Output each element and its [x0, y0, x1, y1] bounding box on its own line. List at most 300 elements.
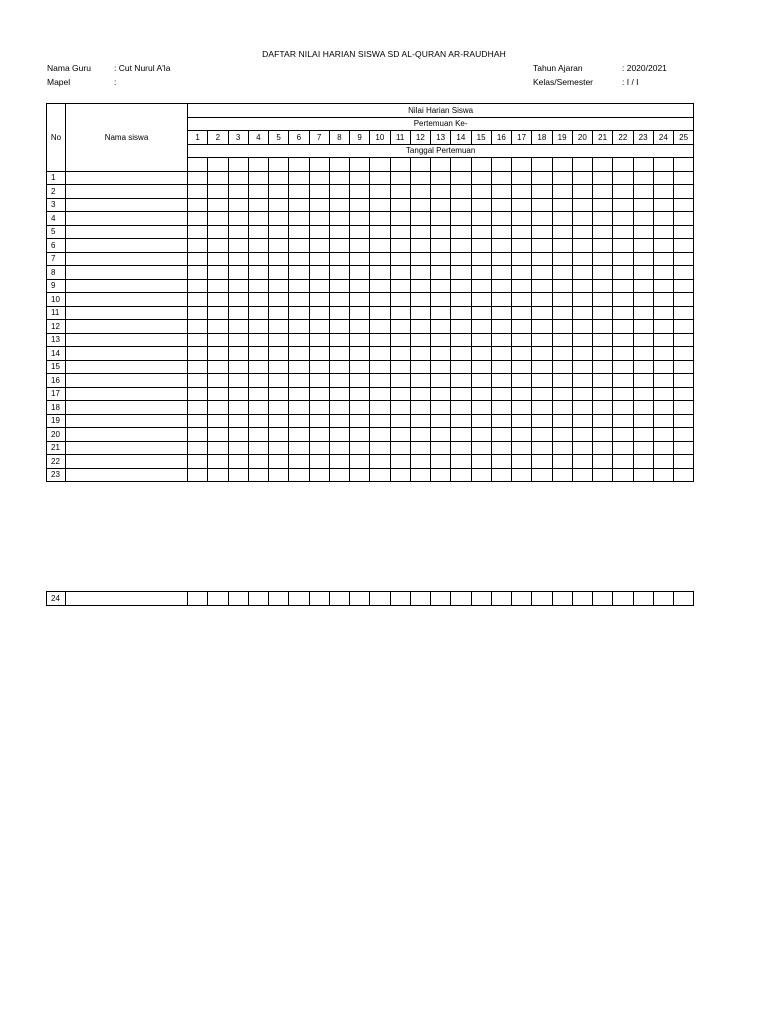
grade-cell[interactable] — [593, 414, 613, 428]
grade-cell[interactable] — [188, 360, 208, 374]
grade-cell[interactable] — [370, 468, 390, 482]
student-name-cell[interactable] — [66, 185, 188, 199]
grade-cell[interactable] — [410, 266, 430, 280]
grade-cell[interactable] — [572, 293, 592, 307]
grade-cell[interactable] — [451, 185, 471, 199]
grade-cell[interactable] — [188, 225, 208, 239]
grade-cell[interactable] — [431, 198, 451, 212]
grade-cell[interactable] — [208, 239, 228, 253]
grade-cell[interactable] — [532, 239, 552, 253]
grade-cell[interactable] — [269, 225, 289, 239]
grade-cell[interactable] — [269, 374, 289, 388]
grade-cell[interactable] — [512, 306, 532, 320]
grade-cell[interactable] — [653, 252, 673, 266]
grade-cell[interactable] — [552, 333, 572, 347]
grade-cell[interactable] — [390, 401, 410, 415]
grade-cell[interactable] — [289, 414, 309, 428]
grade-cell[interactable] — [674, 266, 694, 280]
grade-cell[interactable] — [512, 333, 532, 347]
grade-cell[interactable] — [572, 239, 592, 253]
grade-cell[interactable] — [350, 441, 370, 455]
grade-cell[interactable] — [512, 185, 532, 199]
grade-cell[interactable] — [370, 333, 390, 347]
grade-cell[interactable] — [248, 266, 268, 280]
grade-cell[interactable] — [674, 306, 694, 320]
grade-cell[interactable] — [633, 320, 653, 334]
grade-cell[interactable] — [329, 347, 349, 361]
grade-cell[interactable] — [390, 212, 410, 226]
grade-cell[interactable] — [370, 387, 390, 401]
grade-cell[interactable] — [613, 252, 633, 266]
grade-cell[interactable] — [248, 185, 268, 199]
grade-cell[interactable] — [289, 387, 309, 401]
grade-cell[interactable] — [269, 414, 289, 428]
grade-cell[interactable] — [208, 320, 228, 334]
grade-cell[interactable] — [390, 239, 410, 253]
grade-cell[interactable] — [633, 414, 653, 428]
grade-cell[interactable] — [248, 212, 268, 226]
grade-cell[interactable] — [451, 252, 471, 266]
grade-cell[interactable] — [491, 239, 511, 253]
grade-cell[interactable] — [309, 198, 329, 212]
grade-cell[interactable] — [269, 441, 289, 455]
grade-cell[interactable] — [390, 592, 410, 606]
grade-cell[interactable] — [410, 198, 430, 212]
grade-cell[interactable] — [491, 592, 511, 606]
grade-cell[interactable] — [593, 293, 613, 307]
grade-cell[interactable] — [289, 279, 309, 293]
grade-cell[interactable] — [572, 225, 592, 239]
grade-cell[interactable] — [269, 293, 289, 307]
grade-cell[interactable] — [188, 455, 208, 469]
grade-cell[interactable] — [491, 360, 511, 374]
grade-cell[interactable] — [593, 428, 613, 442]
grade-cell[interactable] — [370, 455, 390, 469]
grade-cell[interactable] — [410, 239, 430, 253]
grade-cell[interactable] — [248, 374, 268, 388]
grade-cell[interactable] — [309, 252, 329, 266]
grade-cell[interactable] — [532, 293, 552, 307]
grade-cell[interactable] — [228, 198, 248, 212]
grade-cell[interactable] — [370, 347, 390, 361]
student-name-cell[interactable] — [66, 387, 188, 401]
grade-cell[interactable] — [653, 333, 673, 347]
grade-cell[interactable] — [329, 592, 349, 606]
grade-cell[interactable] — [532, 374, 552, 388]
grade-cell[interactable] — [329, 239, 349, 253]
grade-cell[interactable] — [410, 387, 430, 401]
grade-cell[interactable] — [613, 306, 633, 320]
grade-cell[interactable] — [451, 239, 471, 253]
grade-cell[interactable] — [289, 347, 309, 361]
grade-cell[interactable] — [269, 320, 289, 334]
grade-cell[interactable] — [572, 468, 592, 482]
grade-cell[interactable] — [269, 266, 289, 280]
grade-cell[interactable] — [653, 198, 673, 212]
grade-cell[interactable] — [329, 185, 349, 199]
grade-cell[interactable] — [228, 360, 248, 374]
grade-cell[interactable] — [552, 239, 572, 253]
grade-cell[interactable] — [350, 401, 370, 415]
grade-cell[interactable] — [309, 333, 329, 347]
grade-cell[interactable] — [309, 293, 329, 307]
grade-cell[interactable] — [674, 320, 694, 334]
grade-cell[interactable] — [188, 347, 208, 361]
grade-cell[interactable] — [572, 401, 592, 415]
grade-cell[interactable] — [309, 387, 329, 401]
date-cell[interactable] — [674, 158, 694, 172]
grade-cell[interactable] — [593, 239, 613, 253]
grade-cell[interactable] — [593, 225, 613, 239]
grade-cell[interactable] — [572, 333, 592, 347]
grade-cell[interactable] — [674, 468, 694, 482]
grade-cell[interactable] — [633, 468, 653, 482]
grade-cell[interactable] — [451, 414, 471, 428]
grade-cell[interactable] — [552, 374, 572, 388]
grade-cell[interactable] — [653, 455, 673, 469]
grade-cell[interactable] — [228, 185, 248, 199]
grade-cell[interactable] — [572, 171, 592, 185]
grade-cell[interactable] — [451, 306, 471, 320]
student-name-cell[interactable] — [66, 333, 188, 347]
grade-cell[interactable] — [289, 171, 309, 185]
grade-cell[interactable] — [350, 360, 370, 374]
grade-cell[interactable] — [431, 468, 451, 482]
grade-cell[interactable] — [512, 441, 532, 455]
grade-cell[interactable] — [390, 387, 410, 401]
date-cell[interactable] — [228, 158, 248, 172]
grade-cell[interactable] — [188, 374, 208, 388]
grade-cell[interactable] — [633, 306, 653, 320]
grade-cell[interactable] — [572, 441, 592, 455]
grade-cell[interactable] — [248, 401, 268, 415]
grade-cell[interactable] — [350, 306, 370, 320]
grade-cell[interactable] — [390, 320, 410, 334]
grade-cell[interactable] — [471, 592, 491, 606]
grade-cell[interactable] — [471, 252, 491, 266]
grade-cell[interactable] — [471, 441, 491, 455]
student-name-cell[interactable] — [66, 347, 188, 361]
grade-cell[interactable] — [633, 441, 653, 455]
grade-cell[interactable] — [269, 171, 289, 185]
grade-cell[interactable] — [431, 592, 451, 606]
grade-cell[interactable] — [269, 455, 289, 469]
grade-cell[interactable] — [370, 212, 390, 226]
grade-cell[interactable] — [512, 252, 532, 266]
date-cell[interactable] — [552, 158, 572, 172]
grade-cell[interactable] — [451, 455, 471, 469]
grade-cell[interactable] — [653, 293, 673, 307]
grade-cell[interactable] — [593, 441, 613, 455]
grade-cell[interactable] — [572, 198, 592, 212]
grade-cell[interactable] — [572, 592, 592, 606]
grade-cell[interactable] — [329, 252, 349, 266]
date-cell[interactable] — [390, 158, 410, 172]
grade-cell[interactable] — [532, 414, 552, 428]
grade-cell[interactable] — [350, 333, 370, 347]
grade-cell[interactable] — [653, 239, 673, 253]
grade-cell[interactable] — [228, 239, 248, 253]
grade-cell[interactable] — [471, 171, 491, 185]
grade-cell[interactable] — [188, 293, 208, 307]
grade-cell[interactable] — [552, 198, 572, 212]
student-name-cell[interactable] — [66, 198, 188, 212]
grade-cell[interactable] — [350, 387, 370, 401]
grade-cell[interactable] — [613, 225, 633, 239]
grade-cell[interactable] — [309, 279, 329, 293]
grade-cell[interactable] — [674, 428, 694, 442]
grade-cell[interactable] — [633, 225, 653, 239]
grade-cell[interactable] — [451, 320, 471, 334]
grade-cell[interactable] — [329, 266, 349, 280]
grade-cell[interactable] — [552, 185, 572, 199]
grade-cell[interactable] — [471, 414, 491, 428]
grade-cell[interactable] — [593, 171, 613, 185]
grade-cell[interactable] — [674, 360, 694, 374]
grade-cell[interactable] — [329, 198, 349, 212]
grade-cell[interactable] — [552, 468, 572, 482]
grade-cell[interactable] — [653, 360, 673, 374]
grade-cell[interactable] — [248, 171, 268, 185]
grade-cell[interactable] — [248, 592, 268, 606]
grade-cell[interactable] — [633, 252, 653, 266]
date-cell[interactable] — [491, 158, 511, 172]
grade-cell[interactable] — [410, 441, 430, 455]
grade-cell[interactable] — [431, 320, 451, 334]
grade-cell[interactable] — [269, 387, 289, 401]
grade-cell[interactable] — [390, 428, 410, 442]
grade-cell[interactable] — [633, 387, 653, 401]
student-name-cell[interactable] — [66, 225, 188, 239]
grade-cell[interactable] — [228, 293, 248, 307]
grade-cell[interactable] — [491, 306, 511, 320]
grade-cell[interactable] — [674, 347, 694, 361]
grade-cell[interactable] — [228, 212, 248, 226]
grade-cell[interactable] — [309, 468, 329, 482]
date-cell[interactable] — [309, 158, 329, 172]
grade-cell[interactable] — [208, 225, 228, 239]
student-name-cell[interactable] — [66, 293, 188, 307]
grade-cell[interactable] — [431, 171, 451, 185]
grade-cell[interactable] — [552, 293, 572, 307]
grade-cell[interactable] — [329, 212, 349, 226]
grade-cell[interactable] — [512, 171, 532, 185]
student-name-cell[interactable] — [66, 360, 188, 374]
grade-cell[interactable] — [228, 306, 248, 320]
grade-cell[interactable] — [431, 360, 451, 374]
grade-cell[interactable] — [572, 185, 592, 199]
grade-cell[interactable] — [674, 592, 694, 606]
grade-cell[interactable] — [451, 279, 471, 293]
grade-cell[interactable] — [329, 225, 349, 239]
grade-cell[interactable] — [228, 266, 248, 280]
grade-cell[interactable] — [350, 455, 370, 469]
grade-cell[interactable] — [633, 401, 653, 415]
grade-cell[interactable] — [248, 441, 268, 455]
grade-cell[interactable] — [188, 171, 208, 185]
grade-cell[interactable] — [512, 414, 532, 428]
grade-cell[interactable] — [512, 266, 532, 280]
grade-cell[interactable] — [674, 441, 694, 455]
grade-cell[interactable] — [471, 468, 491, 482]
grade-cell[interactable] — [653, 441, 673, 455]
grade-cell[interactable] — [248, 252, 268, 266]
grade-cell[interactable] — [593, 347, 613, 361]
grade-cell[interactable] — [633, 347, 653, 361]
grade-cell[interactable] — [451, 212, 471, 226]
grade-cell[interactable] — [350, 239, 370, 253]
grade-cell[interactable] — [653, 428, 673, 442]
grade-cell[interactable] — [552, 428, 572, 442]
grade-cell[interactable] — [572, 347, 592, 361]
grade-cell[interactable] — [491, 347, 511, 361]
grade-cell[interactable] — [552, 360, 572, 374]
grade-cell[interactable] — [370, 401, 390, 415]
grade-cell[interactable] — [309, 185, 329, 199]
date-cell[interactable] — [633, 158, 653, 172]
grade-cell[interactable] — [208, 374, 228, 388]
grade-cell[interactable] — [410, 333, 430, 347]
grade-cell[interactable] — [633, 333, 653, 347]
grade-cell[interactable] — [329, 293, 349, 307]
grade-cell[interactable] — [552, 414, 572, 428]
grade-cell[interactable] — [552, 347, 572, 361]
grade-cell[interactable] — [410, 320, 430, 334]
grade-cell[interactable] — [674, 293, 694, 307]
grade-cell[interactable] — [674, 212, 694, 226]
grade-cell[interactable] — [269, 468, 289, 482]
grade-cell[interactable] — [431, 306, 451, 320]
grade-cell[interactable] — [370, 279, 390, 293]
grade-cell[interactable] — [593, 387, 613, 401]
grade-cell[interactable] — [593, 468, 613, 482]
grade-cell[interactable] — [188, 279, 208, 293]
grade-cell[interactable] — [572, 374, 592, 388]
grade-cell[interactable] — [329, 320, 349, 334]
grade-cell[interactable] — [653, 347, 673, 361]
grade-cell[interactable] — [390, 374, 410, 388]
grade-cell[interactable] — [512, 239, 532, 253]
grade-cell[interactable] — [208, 428, 228, 442]
grade-cell[interactable] — [188, 592, 208, 606]
grade-cell[interactable] — [471, 225, 491, 239]
grade-cell[interactable] — [572, 306, 592, 320]
grade-cell[interactable] — [370, 320, 390, 334]
grade-cell[interactable] — [329, 414, 349, 428]
grade-cell[interactable] — [491, 225, 511, 239]
grade-cell[interactable] — [188, 185, 208, 199]
grade-cell[interactable] — [613, 428, 633, 442]
grade-cell[interactable] — [370, 360, 390, 374]
grade-cell[interactable] — [208, 266, 228, 280]
grade-cell[interactable] — [431, 374, 451, 388]
grade-cell[interactable] — [471, 212, 491, 226]
grade-cell[interactable] — [208, 212, 228, 226]
grade-cell[interactable] — [613, 360, 633, 374]
grade-cell[interactable] — [309, 360, 329, 374]
grade-cell[interactable] — [431, 455, 451, 469]
grade-cell[interactable] — [552, 387, 572, 401]
date-cell[interactable] — [451, 158, 471, 172]
grade-cell[interactable] — [674, 171, 694, 185]
grade-cell[interactable] — [613, 239, 633, 253]
grade-cell[interactable] — [329, 360, 349, 374]
grade-cell[interactable] — [674, 198, 694, 212]
grade-cell[interactable] — [471, 428, 491, 442]
grade-cell[interactable] — [572, 279, 592, 293]
grade-cell[interactable] — [593, 592, 613, 606]
grade-cell[interactable] — [390, 333, 410, 347]
grade-cell[interactable] — [329, 333, 349, 347]
grade-cell[interactable] — [633, 279, 653, 293]
grade-cell[interactable] — [350, 374, 370, 388]
grade-cell[interactable] — [390, 441, 410, 455]
grade-cell[interactable] — [248, 414, 268, 428]
grade-cell[interactable] — [208, 185, 228, 199]
grade-cell[interactable] — [289, 374, 309, 388]
grade-cell[interactable] — [350, 347, 370, 361]
grade-cell[interactable] — [532, 185, 552, 199]
grade-cell[interactable] — [471, 198, 491, 212]
grade-cell[interactable] — [471, 185, 491, 199]
grade-cell[interactable] — [269, 239, 289, 253]
grade-cell[interactable] — [491, 252, 511, 266]
student-name-cell[interactable] — [66, 279, 188, 293]
grade-cell[interactable] — [532, 279, 552, 293]
grade-cell[interactable] — [572, 414, 592, 428]
grade-cell[interactable] — [633, 212, 653, 226]
grade-cell[interactable] — [613, 320, 633, 334]
grade-cell[interactable] — [188, 266, 208, 280]
grade-cell[interactable] — [471, 360, 491, 374]
grade-cell[interactable] — [410, 428, 430, 442]
student-name-cell[interactable] — [66, 441, 188, 455]
grade-cell[interactable] — [431, 428, 451, 442]
grade-cell[interactable] — [309, 320, 329, 334]
grade-cell[interactable] — [390, 414, 410, 428]
grade-cell[interactable] — [289, 428, 309, 442]
grade-cell[interactable] — [593, 320, 613, 334]
grade-cell[interactable] — [248, 198, 268, 212]
grade-cell[interactable] — [188, 212, 208, 226]
grade-cell[interactable] — [228, 387, 248, 401]
student-name-cell[interactable] — [66, 171, 188, 185]
grade-cell[interactable] — [431, 266, 451, 280]
grade-cell[interactable] — [228, 401, 248, 415]
grade-cell[interactable] — [633, 428, 653, 442]
grade-cell[interactable] — [552, 441, 572, 455]
grade-cell[interactable] — [269, 212, 289, 226]
grade-cell[interactable] — [188, 401, 208, 415]
grade-cell[interactable] — [512, 387, 532, 401]
grade-cell[interactable] — [613, 279, 633, 293]
grade-cell[interactable] — [228, 171, 248, 185]
grade-cell[interactable] — [410, 306, 430, 320]
grade-cell[interactable] — [289, 441, 309, 455]
grade-cell[interactable] — [248, 360, 268, 374]
grade-cell[interactable] — [572, 320, 592, 334]
grade-cell[interactable] — [350, 266, 370, 280]
grade-cell[interactable] — [451, 266, 471, 280]
grade-cell[interactable] — [471, 387, 491, 401]
grade-cell[interactable] — [350, 414, 370, 428]
grade-cell[interactable] — [329, 428, 349, 442]
grade-cell[interactable] — [289, 266, 309, 280]
grade-cell[interactable] — [370, 374, 390, 388]
grade-cell[interactable] — [613, 333, 633, 347]
grade-cell[interactable] — [188, 320, 208, 334]
grade-cell[interactable] — [593, 360, 613, 374]
